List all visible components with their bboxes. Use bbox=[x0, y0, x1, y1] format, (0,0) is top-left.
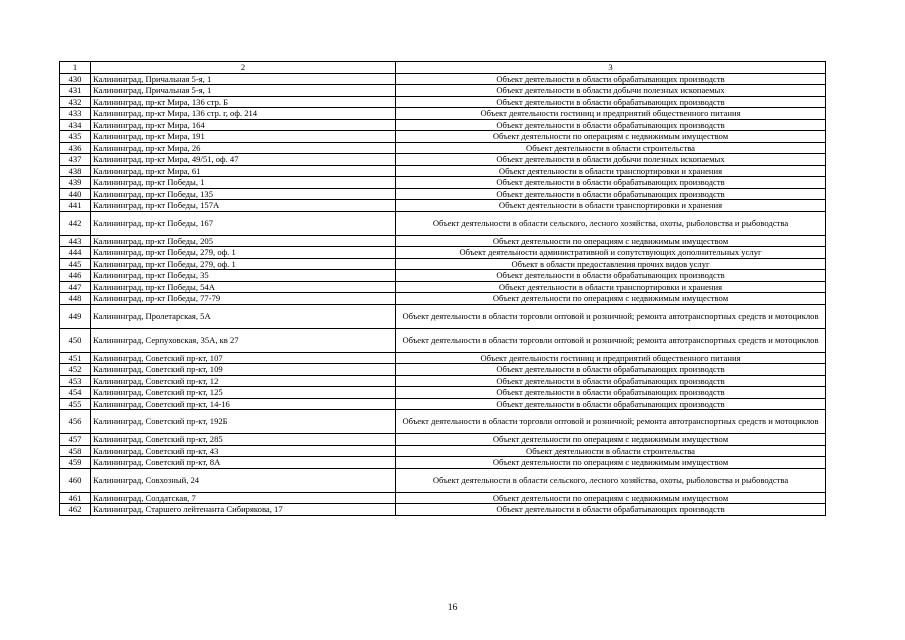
table-row bbox=[60, 293, 826, 305]
table-row bbox=[60, 119, 826, 131]
row-number: 445 bbox=[60, 258, 91, 270]
table-row bbox=[60, 154, 826, 166]
row-activity: Объект деятельности в области обрабатывающих производств bbox=[396, 387, 826, 399]
row-activity: Объект деятельности в области обрабатывающих производств bbox=[396, 96, 826, 108]
row-number: 461 bbox=[60, 492, 91, 504]
row-activity: Объект деятельности в области обрабатывающих производств bbox=[396, 119, 826, 131]
row-number: 457 bbox=[60, 434, 91, 446]
row-number: 459 bbox=[60, 457, 91, 469]
row-number: 436 bbox=[60, 142, 91, 154]
row-number: 441 bbox=[60, 200, 91, 212]
row-number: 448 bbox=[60, 293, 91, 305]
row-address: Калининград, пр-кт Мира, 164 bbox=[91, 119, 396, 131]
row-activity: Объект деятельности по операциям с недвижимым имуществом bbox=[396, 293, 826, 305]
row-address: Калининград, Советский пр-кт, 107 bbox=[91, 352, 396, 364]
row-address: Калининград, Советский пр-кт, 12 bbox=[91, 375, 396, 387]
row-address: Калининград, Солдатская, 7 bbox=[91, 492, 396, 504]
row-number: 447 bbox=[60, 281, 91, 293]
row-activity: Объект деятельности в области обрабатывающих производств bbox=[396, 398, 826, 410]
table-row bbox=[60, 85, 826, 97]
row-activity: Объект деятельности по операциям с недвижимым имуществом bbox=[396, 131, 826, 143]
page-number: 16 bbox=[447, 603, 458, 613]
row-address: Калининград, пр-кт Мира, 136 стр. г, оф. 214 bbox=[91, 108, 396, 120]
table-row bbox=[60, 492, 826, 504]
row-address: Калининград, Советский пр-кт, 8А bbox=[91, 457, 396, 469]
row-address: Калининград, пр-кт Мира, 26 bbox=[91, 142, 396, 154]
row-number: 444 bbox=[60, 247, 91, 259]
row-number: 431 bbox=[60, 85, 91, 97]
row-address: Калининград, Пролетарская, 5А bbox=[91, 304, 396, 328]
row-activity: Объект деятельности по операциям с недвижимым имуществом bbox=[396, 434, 826, 446]
row-number: 460 bbox=[60, 468, 91, 492]
row-number: 454 bbox=[60, 387, 91, 399]
row-number: 439 bbox=[60, 177, 91, 189]
header-col-3: 3 bbox=[396, 62, 826, 74]
row-activity: Объект деятельности в области обрабатывающих производств bbox=[396, 177, 826, 189]
row-activity: Объект деятельности в области обрабатывающих производств bbox=[396, 188, 826, 200]
table-row bbox=[60, 131, 826, 143]
row-activity: Объект деятельности по операциям с недвижимым имуществом bbox=[396, 235, 826, 247]
row-activity: Объект деятельности в области сельского, лесного хозяйства, охоты, рыболовства и рыбоводства bbox=[396, 211, 826, 235]
row-activity: Объект деятельности в области обрабатывающих производств bbox=[396, 375, 826, 387]
row-number: 452 bbox=[60, 364, 91, 376]
row-address: Калининград, пр-кт Победы, 279, оф. 1 bbox=[91, 247, 396, 259]
table-row bbox=[60, 434, 826, 446]
table-row bbox=[60, 258, 826, 270]
row-activity: Объект деятельности в области добычи полезных ископаемых bbox=[396, 154, 826, 166]
table-row bbox=[60, 387, 826, 399]
row-activity: Объект в области предоставления прочих видов услуг bbox=[396, 258, 826, 270]
row-activity: Объект деятельности по операциям с недвижимым имуществом bbox=[396, 457, 826, 469]
row-activity: Объект деятельности в области строительства bbox=[396, 445, 826, 457]
table-row bbox=[60, 398, 826, 410]
table-row bbox=[60, 352, 826, 364]
table-row bbox=[60, 468, 826, 492]
table-row bbox=[60, 142, 826, 154]
row-address: Калининград, Советский пр-кт, 43 bbox=[91, 445, 396, 457]
table-row bbox=[60, 247, 826, 259]
row-activity: Объект деятельности в области транспортировки и хранения bbox=[396, 281, 826, 293]
row-activity: Объект деятельности в области строительства bbox=[396, 142, 826, 154]
row-address: Калининград, Советский пр-кт, 14-16 bbox=[91, 398, 396, 410]
row-activity: Объект деятельности гостиниц и предприятий общественного питания bbox=[396, 108, 826, 120]
row-number: 443 bbox=[60, 235, 91, 247]
table-row bbox=[60, 165, 826, 177]
row-number: 449 bbox=[60, 304, 91, 328]
table-row bbox=[60, 73, 826, 85]
row-address: Калининград, пр-кт Мира, 61 bbox=[91, 165, 396, 177]
row-number: 433 bbox=[60, 108, 91, 120]
table-row bbox=[60, 108, 826, 120]
row-address: Калининград, пр-кт Победы, 135 bbox=[91, 188, 396, 200]
row-number: 458 bbox=[60, 445, 91, 457]
row-address: Калининград, Советский пр-кт, 109 bbox=[91, 364, 396, 376]
table-row bbox=[60, 177, 826, 189]
row-activity: Объект деятельности в области сельского, лесного хозяйства, охоты, рыболовства и рыбоводства bbox=[396, 468, 826, 492]
row-activity: Объект деятельности в области обрабатывающих производств bbox=[396, 270, 826, 282]
table-row bbox=[60, 410, 826, 434]
table-row bbox=[60, 375, 826, 387]
row-address: Калининград, пр-кт Победы, 205 bbox=[91, 235, 396, 247]
table-row bbox=[60, 235, 826, 247]
header-col-2: 2 bbox=[91, 62, 396, 74]
row-activity: Объект деятельности в области торговли оптовой и розничной; ремонта автотранспортных средств и мотоциклов bbox=[396, 304, 826, 328]
row-address: Калининград, Советский пр-кт, 125 bbox=[91, 387, 396, 399]
row-activity: Объект деятельности в области обрабатывающих производств bbox=[396, 73, 826, 85]
row-number: 430 bbox=[60, 73, 91, 85]
header-row bbox=[60, 62, 826, 74]
row-address: Калининград, пр-кт Победы, 54А bbox=[91, 281, 396, 293]
row-activity: Объект деятельности по операциям с недвижимым имуществом bbox=[396, 492, 826, 504]
registry-table-body bbox=[60, 62, 826, 516]
row-address: Калининград, пр-кт Победы, 77-79 bbox=[91, 293, 396, 305]
row-activity: Объект деятельности в области обрабатывающих производств bbox=[396, 364, 826, 376]
row-number: 462 bbox=[60, 504, 91, 516]
row-number: 435 bbox=[60, 131, 91, 143]
row-address: Калининград, Причальная 5-я, 1 bbox=[91, 85, 396, 97]
row-number: 453 bbox=[60, 375, 91, 387]
row-address: Калининград, Серпуховская, 35А, кв 27 bbox=[91, 328, 396, 352]
row-number: 455 bbox=[60, 398, 91, 410]
table-row bbox=[60, 200, 826, 212]
row-address: Калининград, Причальная 5-я, 1 bbox=[91, 73, 396, 85]
row-number: 442 bbox=[60, 211, 91, 235]
row-address: Калининград, Старшего лейтенанта Сибирякова, 17 bbox=[91, 504, 396, 516]
row-number: 434 bbox=[60, 119, 91, 131]
row-activity: Объект деятельности административной и сопутствующих дополнительных услуг bbox=[396, 247, 826, 259]
row-address: Калининград, пр-кт Победы, 157А bbox=[91, 200, 396, 212]
table-row bbox=[60, 188, 826, 200]
table-row bbox=[60, 457, 826, 469]
table-row bbox=[60, 445, 826, 457]
table-row bbox=[60, 96, 826, 108]
row-activity: Объект деятельности в области обрабатывающих производств bbox=[396, 504, 826, 516]
row-address: Калининград, Совхозный, 24 bbox=[91, 468, 396, 492]
row-address: Калининград, пр-кт Победы, 35 bbox=[91, 270, 396, 282]
row-number: 446 bbox=[60, 270, 91, 282]
row-address: Калининград, пр-кт Мира, 49/51, оф. 47 bbox=[91, 154, 396, 166]
table-row bbox=[60, 328, 826, 352]
row-activity: Объект деятельности в области транспортировки и хранения bbox=[396, 165, 826, 177]
registry-table bbox=[59, 61, 826, 516]
table-row bbox=[60, 504, 826, 516]
row-activity: Объект деятельности в области транспортировки и хранения bbox=[396, 200, 826, 212]
table-row bbox=[60, 270, 826, 282]
table-row bbox=[60, 281, 826, 293]
table-row bbox=[60, 211, 826, 235]
row-number: 440 bbox=[60, 188, 91, 200]
row-activity: Объект деятельности в области торговли оптовой и розничной; ремонта автотранспортных средств и мотоциклов bbox=[396, 410, 826, 434]
row-activity: Объект деятельности гостиниц и предприятий общественного питания bbox=[396, 352, 826, 364]
row-number: 432 bbox=[60, 96, 91, 108]
row-number: 451 bbox=[60, 352, 91, 364]
row-address: Калининград, пр-кт Победы, 1 bbox=[91, 177, 396, 189]
table-row bbox=[60, 364, 826, 376]
row-activity: Объект деятельности в области добычи полезных ископаемых bbox=[396, 85, 826, 97]
row-number: 456 bbox=[60, 410, 91, 434]
row-address: Калининград, Советский пр-кт, 192Б bbox=[91, 410, 396, 434]
row-number: 438 bbox=[60, 165, 91, 177]
row-address: Калининград, пр-кт Мира, 136 стр. Б bbox=[91, 96, 396, 108]
row-address: Калининград, пр-кт Мира, 191 bbox=[91, 131, 396, 143]
row-address: Калининград, пр-кт Победы, 167 bbox=[91, 211, 396, 235]
row-number: 437 bbox=[60, 154, 91, 166]
row-address: Калининград, пр-кт Победы, 279, оф. 1 bbox=[91, 258, 396, 270]
row-number: 450 bbox=[60, 328, 91, 352]
row-activity: Объект деятельности в области торговли оптовой и розничной; ремонта автотранспортных средств и мотоциклов bbox=[396, 328, 826, 352]
table-row bbox=[60, 304, 826, 328]
row-address: Калининград, Советский пр-кт, 285 bbox=[91, 434, 396, 446]
header-col-1: 1 bbox=[60, 62, 91, 74]
